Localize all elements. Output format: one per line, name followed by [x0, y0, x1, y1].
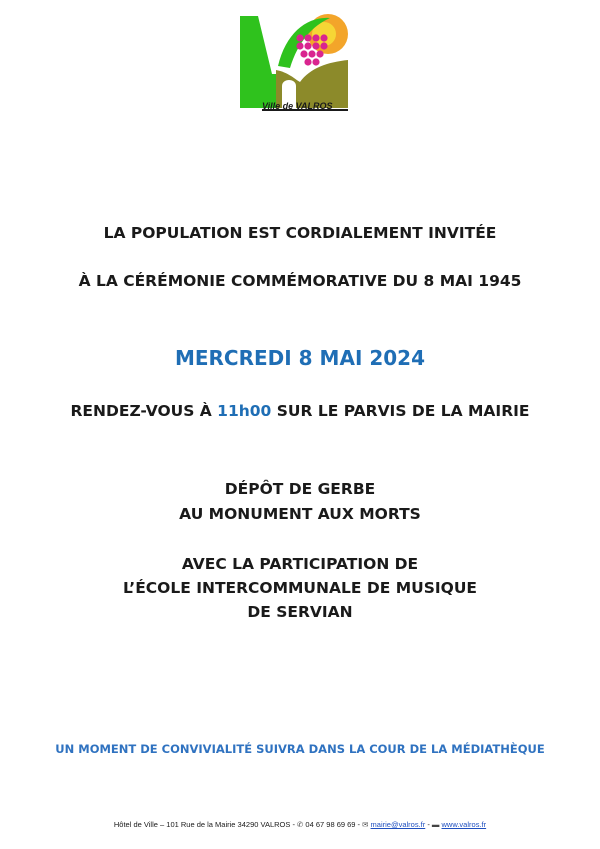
footer: [0, 820, 600, 829]
participation-line-2: L’ÉCOLE INTERCOMMUNALE DE MUSIQUE: [123, 579, 477, 597]
rendezvous-prefix: RENDEZ-VOUS À: [70, 402, 218, 420]
computer-icon: ▬: [431, 820, 440, 829]
footer-address: Hôtel de Ville – 101 Rue de la Mairie 34290 VALROS -: [113, 820, 298, 829]
participation-line-1: AVEC LA PARTICIPATION DE: [181, 555, 419, 573]
convivialite-note: UN MOMENT DE CONVIVIALITÉ SUIVRA DANS LA COUR DE LA MÉDIATHÈQUE: [55, 742, 545, 756]
valros-logo: [238, 12, 352, 112]
participation-line-3: DE SERVIAN: [247, 603, 353, 621]
footer-phone: 04 67 98 69 69 -: [303, 820, 363, 829]
footer-website-link[interactable]: www.valros.fr: [441, 820, 487, 829]
depot-line-1: DÉPÔT DE GERBE: [224, 480, 376, 498]
depot-line-2: AU MONUMENT AUX MORTS: [179, 505, 421, 523]
rendezvous-suffix: SUR LE PARVIS DE LA MAIRIE: [271, 402, 530, 420]
footer-separator: -: [425, 820, 432, 829]
invitation-line-2: À LA CÉRÉMONIE COMMÉMORATIVE DU 8 MAI 1945: [78, 272, 522, 290]
envelope-icon: ✉: [362, 820, 369, 829]
event-date: MERCREDI 8 MAI 2024: [174, 346, 426, 370]
footer-email-link[interactable]: mairie@valros.fr: [370, 820, 426, 829]
phone-icon: ✆: [297, 820, 304, 829]
logo-green-v: [240, 16, 276, 108]
invitation-line-1: LA POPULATION EST CORDIALEMENT INVITÉE: [103, 224, 497, 242]
logo-caption: Ville de VALROS: [262, 101, 333, 111]
rendezvous-line: [0, 402, 600, 420]
rendezvous-time: 11h00: [217, 402, 272, 420]
